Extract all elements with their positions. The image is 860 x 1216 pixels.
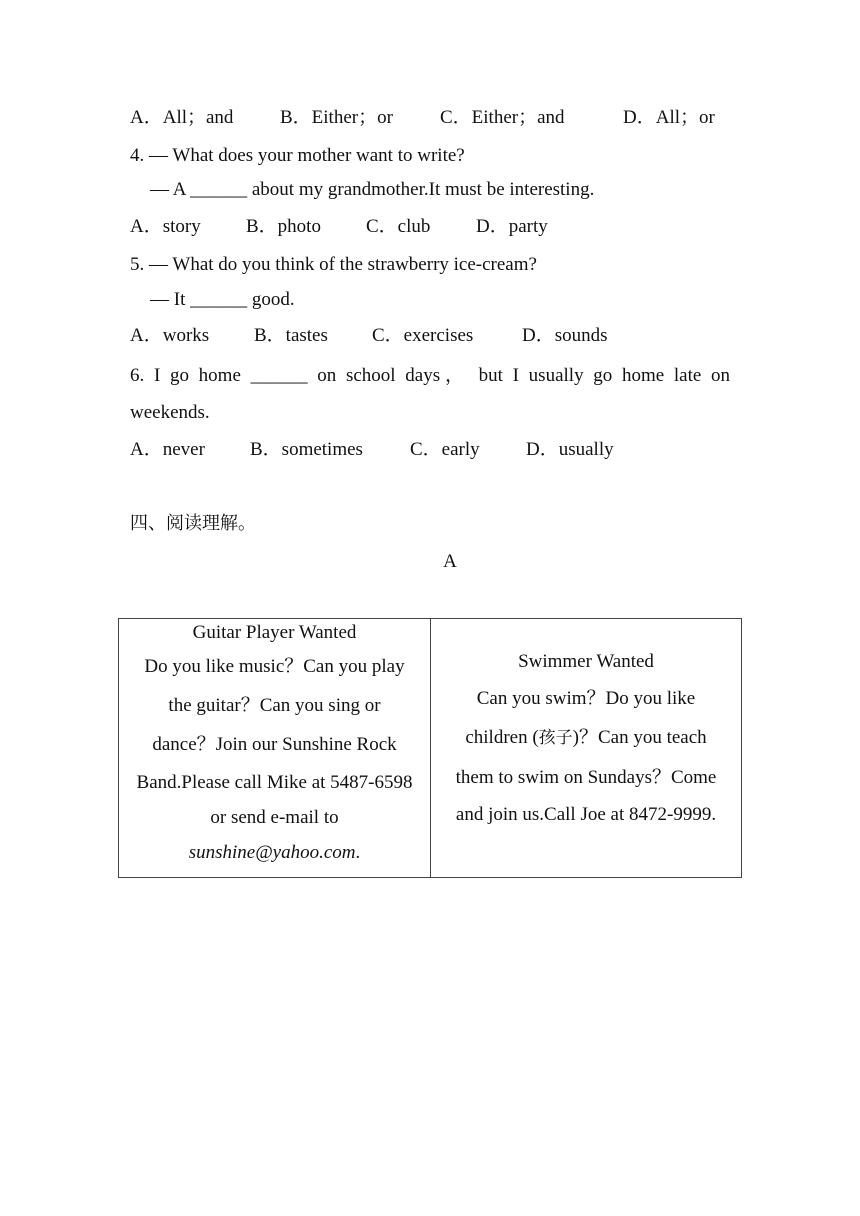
ad-guitar-email-line	[123, 834, 426, 871]
ads-table	[118, 618, 742, 878]
ad-swimmer-line2-cn: 孩子	[538, 727, 573, 748]
q4-option-b: B．photo	[246, 216, 321, 237]
q6-question-line2: weekends.	[130, 402, 210, 423]
q4-answer-line: — A ______ about my grandmother.It must be interesting.	[150, 179, 595, 200]
q4-option-a: A．story	[130, 216, 201, 237]
ad-guitar-line1: Do you like music？Can you play	[144, 656, 405, 677]
ad-swimmer-line2-pre: children (	[465, 726, 539, 748]
q5-options	[130, 324, 608, 348]
q3-option-a: A．All；and	[130, 107, 234, 128]
ad-swimmer-line3: them to swim on Sundays？Come	[455, 766, 717, 788]
q3-option-c: C．Either；and	[440, 107, 565, 128]
q6-option-a: A．never	[130, 439, 205, 460]
ad-swimmer-line2	[435, 718, 737, 758]
ad-guitar-player	[119, 619, 431, 878]
q3-options	[130, 106, 715, 130]
q4-question: 4. — What does your mother want to write?	[130, 145, 465, 166]
passage-label: A	[443, 551, 457, 572]
ad-swimmer-title: Swimmer Wanted	[518, 650, 654, 672]
ad-guitar-line5: or send e-mail to	[210, 807, 339, 828]
q5-answer-line: — It ______ good.	[150, 289, 295, 310]
q6-question-line1: 6. I go home ______ on school days， but I usually go home late on	[130, 365, 730, 386]
ad-guitar-email-suffix: .	[355, 842, 361, 863]
q5-question: 5. — What do you think of the strawberry ice-cream?	[130, 254, 537, 275]
q4-option-c: C．club	[366, 216, 431, 237]
q3-option-b: B．Either；or	[280, 107, 393, 128]
ad-swimmer	[431, 619, 742, 878]
section-heading: 四、阅读理解。	[130, 513, 256, 534]
q3-option-d: D．All；or	[623, 107, 715, 128]
q6-options	[130, 438, 614, 462]
q6-option-d: D．usually	[526, 439, 614, 460]
q5-option-c: C．exercises	[372, 325, 474, 346]
q4-option-d: D．party	[476, 216, 548, 237]
ad-guitar-title: Guitar Player Wanted	[192, 622, 357, 643]
q5-option-a: A．works	[130, 325, 210, 346]
ad-guitar-line2: the guitar？Can you sing or	[168, 695, 381, 716]
q4-options	[130, 215, 548, 239]
q5-option-d: D．sounds	[522, 325, 608, 346]
ad-guitar-line3: dance？Join our Sunshine Rock	[152, 734, 397, 755]
ad-guitar-email: sunshine@yahoo.com	[188, 842, 356, 863]
q6-option-b: B．sometimes	[250, 439, 363, 460]
ad-swimmer-line4: and join us.Call Joe at 8472-9999.	[455, 803, 717, 825]
ad-swimmer-line1: Can you swim？Do you like	[476, 687, 696, 709]
ad-guitar-line4: Band.Please call Mike at 5487-6598	[136, 772, 413, 793]
q5-option-b: B．tastes	[254, 325, 328, 346]
q6-option-c: C．early	[410, 439, 480, 460]
ad-swimmer-line2-post: )？Can you teach	[572, 726, 707, 748]
